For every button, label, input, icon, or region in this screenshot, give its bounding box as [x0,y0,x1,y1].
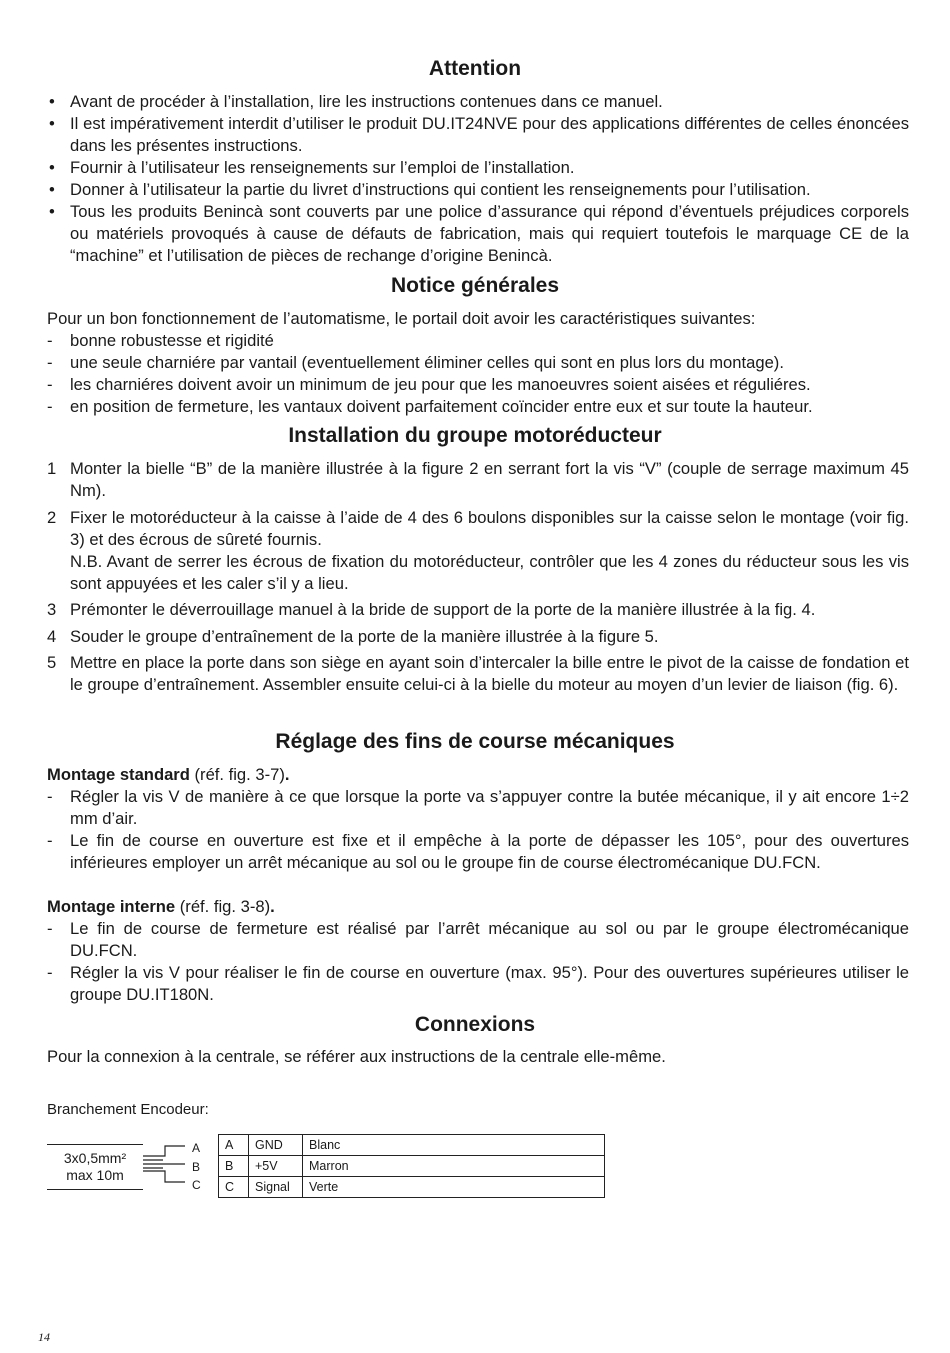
step-item: 2 Fixer le motoréducteur à la caisse à l’aide de 4 des 6 boulons disponibles sur la caisse selon le montage (voir fig. 3) et des écrous de sûreté fournis. N.B. Avant de serrer les écrous de fixation du motoréducteur, contrôler que les 4 zones du réducteur sous les vis sont appuyées et les caler s’il y a lieu. [47,507,909,593]
list-item: • Donner à l’utilisateur la partie du livret d’instructions qui contient les renseignements pour l’utilisation. [49,180,811,199]
installation-steps [47,458,909,696]
list-item: - les charniéres doivent avoir un minimum de jeu pour que les manoeuvres soient aisées et réguliéres. [47,375,811,394]
page-number: 14 [38,1330,50,1344]
notice-section [47,308,909,418]
cable-spec-box: 3x0,5mm² max 10m [47,1144,143,1190]
step-item: 1 Monter la bielle “B” de la manière illustrée à la figure 2 en serrant fort la vis “V” (couple de serrage maximum 45 Nm). [47,459,909,500]
list-item: - en position de fermeture, les vantaux doivent parfaitement coïncider entre eux et sur toute la hauteur. [47,397,813,416]
list-item: • Il est impérativement interdit d’utiliser le produit DU.IT24NVE pour des applications différentes de celles énoncées dans les présentes instructions. [49,114,909,155]
wire-label-a: A [192,1141,201,1155]
list-item: - une seule charniére par vantail (eventuellement éliminer celles qui sont en plus lors du montage). [47,353,784,372]
table-row: A GND Blanc [219,1135,605,1156]
wire-label-b: B [192,1160,201,1174]
connexions-title: Connexions [414,1013,536,1036]
standard-subhead: Montage standard (réf. fig. 3-7). [47,765,290,784]
interne-subhead: Montage interne (réf. fig. 3-8). [47,897,275,916]
notice-title: Notice générales [390,274,560,297]
attention-title: Attention [428,57,522,80]
reglage-title: Réglage des fins de course mécaniques [275,730,675,753]
wire-label-c: C [192,1178,201,1192]
list-item: - Régler la vis V de manière à ce que lorsque la porte va s’appuyer contre la butée mécanique, il y ait encore 1÷2 mm d’air. [47,787,909,828]
list-item: • Avant de procéder à l’installation, lire les instructions contenues dans ce manuel. [49,92,663,111]
reglage-section [47,764,909,1006]
installation-title: Installation du groupe motoréducteur [288,424,662,447]
attention-list [47,91,909,267]
step-item: 5 Mettre en place la porte dans son siège en ayant soin d’intercaler la bille entre le pivot de la caisse de fondation et le groupe d’entraînement. Assembler ensuite celui-ci à la bielle du moteur au moyen d’un levier de liaison (fig. 6). [47,653,909,694]
wire-lines [143,1140,189,1192]
notice-intro: Pour un bon fonctionnement de l’automatisme, le portail doit avoir les caractéristiques suivantes: [47,309,756,328]
step-item: 3 Prémonter le déverrouillage manuel à la bride de support de la porte de la manière illustrée à la fig. 4. [47,600,816,619]
list-item: - Le fin de course en ouverture est fixe et il empêche à la porte de dépasser les 105°, pour des ouvertures inférieures employer un arrêt mécanique au sol ou le groupe fin de course électromécanique DU.FCN. [47,831,909,872]
list-item: - bonne robustesse et rigidité [47,331,274,350]
table-row: C Signal Verte [219,1177,605,1198]
encoder-title: Branchement Encodeur: [47,1101,209,1118]
list-item: • Tous les produits Benincà sont couverts par une police d’assurance qui répond d’éventuels préjudices corporels ou matériels provoqués à cause de défauts de fabrication, mais qui requiert toutefois le marquage CE de la “machine” et l’utilisation de pièces de rechange d’origine Benincà. [49,202,909,265]
list-item: - Le fin de course de fermeture est réalisé par l’arrêt mécanique au sol ou par le groupe électromécanique DU.FCN. [47,919,909,960]
table-row: B +5V Marron [219,1156,605,1177]
list-item: • Fournir à l’utilisateur les renseignements sur l’emploi de l’installation. [49,158,575,177]
encoder-table [218,1134,605,1198]
list-item: - Régler la vis V pour réaliser le fin de course en ouverture (max. 95°). Pour des ouvertures supérieures utiliser le groupe DU.IT180N. [47,963,909,1004]
connexions-text: Pour la connexion à la centrale, se référer aux instructions de la centrale elle-même. [47,1047,666,1066]
step-note: N.B. Avant de serrer les écrous de fixation du motoréducteur, contrôler que les 4 zones du réducteur sous les vis sont appuyées et les caler s’il y a lieu. [70,551,909,593]
step-item: 4 Souder le groupe d’entraînement de la porte de la manière illustrée à la figure 5. [47,626,659,646]
